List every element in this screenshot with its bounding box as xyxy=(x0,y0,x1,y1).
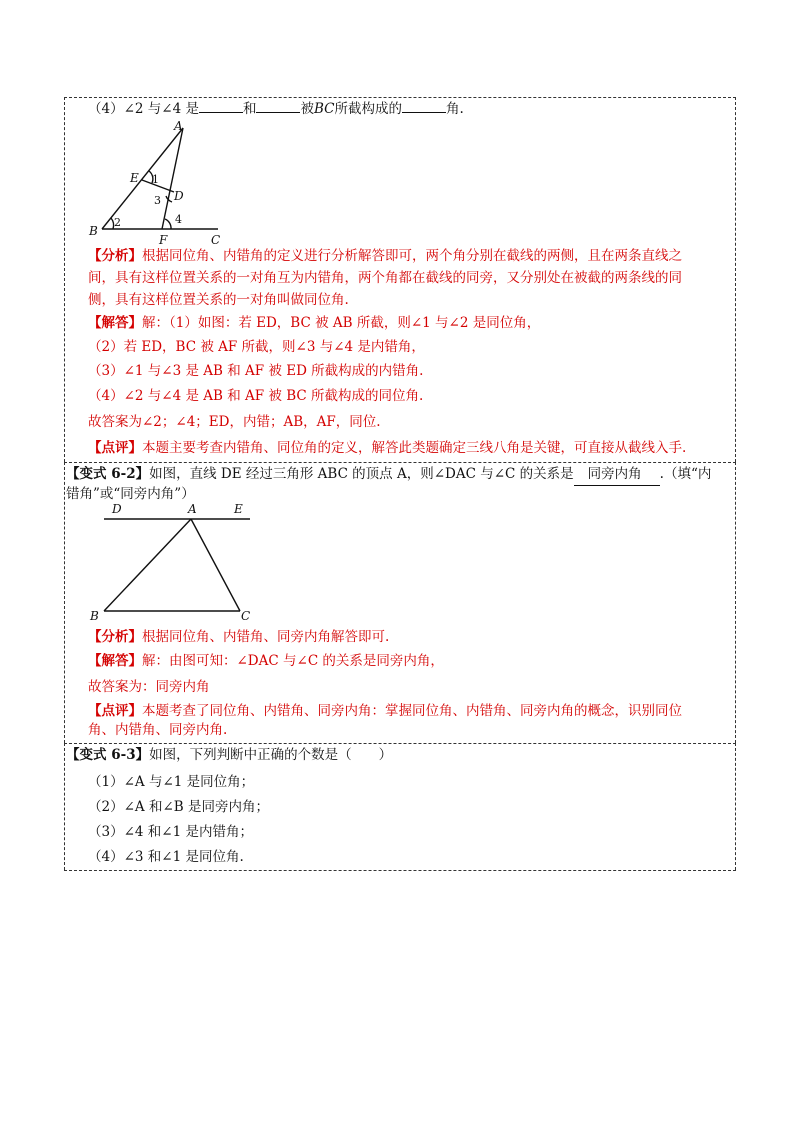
label-1: 1 xyxy=(152,173,159,186)
variant-6-2-answer-blank[interactable]: 同旁内角 xyxy=(574,463,660,486)
q4-prefix: （4）∠2 与∠4 是 xyxy=(88,101,199,117)
analysis-text-1: 根据同位角、内错角的定义进行分析解答即可，两个角分别在截线的两侧，且在两条直线之 xyxy=(142,248,682,264)
answer-1-line xyxy=(88,411,381,433)
comment-tag: 【点评】 xyxy=(88,440,142,456)
solve-1-line-4 xyxy=(88,385,423,407)
label-c: C xyxy=(211,233,221,247)
label-a-2: A xyxy=(188,502,197,516)
q4-end: 角. xyxy=(446,101,464,117)
q4-suffix: 所截构成的 xyxy=(334,101,402,117)
variant-6-3-question: 如图，下列判断中正确的个数是（ ） xyxy=(149,747,393,763)
solve-text-1: 解：（1）如图：若 ED，BC 被 AB 所截，则∠1 与∠2 是同位角， xyxy=(142,315,541,331)
item-3-text: （3）∠4 和∠1 是内错角； xyxy=(88,824,253,840)
answer-2-line xyxy=(88,676,210,698)
label-2: 2 xyxy=(114,216,121,229)
q4-bc: BC xyxy=(313,101,335,117)
label-3: 3 xyxy=(154,194,161,207)
figure-triangle-2 xyxy=(86,500,262,624)
solve-text-2: （2）若 ED，BC 被 AF 所截，则∠3 与∠4 是内错角， xyxy=(88,339,425,355)
label-b-2: B xyxy=(90,609,99,623)
label-d: D xyxy=(174,189,184,203)
solve-1-line-3 xyxy=(88,360,423,382)
solve-text-3: （3）∠1 与∠3 是 AB 和 AF 被 ED 所截构成的内错角. xyxy=(88,363,424,379)
variant-6-3-line xyxy=(66,744,392,766)
solve-2-line xyxy=(88,650,444,672)
question-4-line xyxy=(88,98,464,120)
q4-and: 和 xyxy=(242,101,257,117)
figure-triangle-1 xyxy=(86,118,236,248)
label-f: F xyxy=(159,233,168,247)
answer-2-text: 故答案为：同旁内角 xyxy=(88,679,210,695)
analysis-tag-2: 【分析】 xyxy=(88,629,142,645)
solve-text-4: （4）∠2 与∠4 是 AB 和 AF 被 BC 所截构成的同位角. xyxy=(88,388,424,404)
variant-6-3-item-4 xyxy=(88,846,244,868)
label-a: A xyxy=(174,119,183,133)
answer-text-1: 故答案为∠2；∠4；ED，内错；AB，AF，同位. xyxy=(88,414,381,430)
solve-1-line-2 xyxy=(88,336,425,358)
comment-2-text-2: 角、内错角、同旁内角. xyxy=(88,722,228,738)
variant-6-3-item-2 xyxy=(88,796,269,818)
solve-1-line-1 xyxy=(88,312,540,334)
analysis-2-text: 根据同位角、内错角、同旁内角解答即可. xyxy=(142,629,390,645)
variant-6-3-item-3 xyxy=(88,821,253,843)
item-4-text: （4）∠3 和∠1 是同位角. xyxy=(88,849,244,865)
q4-mid: 被 xyxy=(300,101,314,117)
comment-2-text-1: 本题考查了同位角、内错角、同旁内角：掌握同位角、内错角、同旁内角的概念，识别同位 xyxy=(142,703,682,719)
analysis-text-2: 间，具有这样位置关系的一对角互为内错角，两个角都在截线的同旁，又分别处在被截的两条线的同 xyxy=(88,270,682,286)
blank-1[interactable] xyxy=(199,98,243,113)
line-ac-2 xyxy=(191,519,240,611)
blank-2[interactable] xyxy=(256,98,300,113)
angle-4-arc xyxy=(165,219,171,229)
item-1-text: （1）∠A 与∠1 是同位角； xyxy=(88,774,255,790)
item-2-text: （2）∠A 和∠B 是同旁内角； xyxy=(88,799,269,815)
solve-tag: 【解答】 xyxy=(88,315,142,331)
label-b: B xyxy=(89,224,98,238)
line-ab xyxy=(102,128,183,229)
line-ab-2 xyxy=(104,519,191,611)
label-d-2: D xyxy=(112,502,122,516)
blank-3[interactable] xyxy=(402,98,446,113)
analysis-1-line-2 xyxy=(88,267,682,289)
solve-2-text: 解：由图可知：∠DAC 与∠C 的关系是同旁内角， xyxy=(142,653,444,669)
comment-text-1: 本题主要考查内错角、同位角的定义，解答此类题确定三线八角是关键，可直接从截线入手. xyxy=(142,440,687,456)
variant-6-3-tag: 【变式 6-3】 xyxy=(66,747,150,763)
comment-2-line-2 xyxy=(88,719,227,741)
variant-6-2-hint-2: 错角”或“同旁内角”） xyxy=(66,486,195,502)
label-e-2: E xyxy=(234,502,243,516)
label-c-2: C xyxy=(241,609,251,623)
label-e: E xyxy=(130,171,139,185)
solve-tag-2: 【解答】 xyxy=(88,653,142,669)
bottom-border xyxy=(64,870,736,871)
analysis-1-line-3 xyxy=(88,289,349,311)
label-4: 4 xyxy=(175,213,182,226)
comment-1-line xyxy=(88,437,686,459)
variant-6-3-item-1 xyxy=(88,771,254,793)
variant-6-2-question: 如图，直线 DE 经过三角形 ABC 的顶点 A，则∠DAC 与∠C 的关系是 xyxy=(149,466,574,482)
analysis-tag: 【分析】 xyxy=(88,248,142,264)
analysis-1-line-1 xyxy=(88,245,682,267)
variant-6-2-hint-1: .（填“内 xyxy=(659,466,712,482)
analysis-text-3: 侧，具有这样位置关系的一对角叫做同位角. xyxy=(88,292,349,308)
analysis-2-line xyxy=(88,626,389,648)
comment-tag-2: 【点评】 xyxy=(88,703,142,719)
variant-6-2-tag: 【变式 6-2】 xyxy=(66,466,150,482)
